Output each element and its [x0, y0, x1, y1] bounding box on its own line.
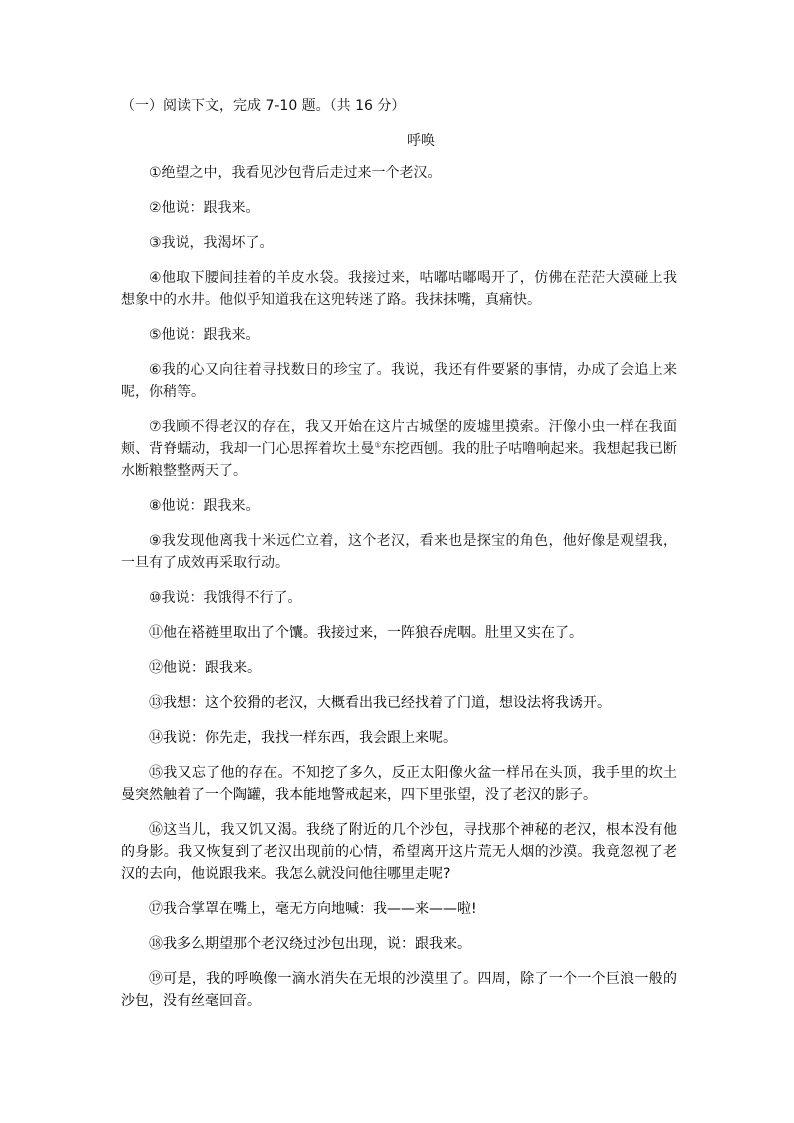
paragraph-7-part-2: 东挖西刨。我的肚子咕噜响起来。我想起我已断水断粮整整两天了。 — [121, 441, 678, 479]
paragraph-8: ⑧他说：跟我来。 — [149, 498, 260, 514]
paragraph-19: ⑲可是，我的呼唤像一滴水消失在无垠的沙漠里了。四周，除了一个一个巨浪一般的沙包，没有丝毫回音。 — [121, 971, 677, 1009]
question-header: （一）阅读下文，完成 7-10 题。（共 16 分） — [121, 98, 406, 114]
paragraph-3: ③我说，我渴坏了。 — [149, 235, 274, 251]
paragraph-7 — [121, 416, 677, 482]
article-title: 呼唤 — [407, 133, 435, 149]
paragraph-10: ⑩我说：我饿得不行了。 — [149, 590, 302, 606]
paragraph-16: ⑯这当儿，我又饥又渴。我绕了附近的几个沙包，寻找那个神秘的老汉，根本没有他的身影。我又恢复到了老汉出现前的心情，希望离开这片荒无人烟的沙漠。我竟忽视了老汉的去向，他说跟我来。我怎么就没问他往哪里走呢? — [121, 822, 677, 882]
footnote-marker: ① — [374, 440, 382, 450]
paragraph-13: ⑬我想：这个狡猾的老汉，大概看出我已经找着了门道，想设法将我诱开。 — [149, 695, 611, 711]
paragraph-1: ①绝望之中，我看见沙包背后走过来一个老汉。 — [149, 165, 442, 181]
paragraph-5: ⑤他说：跟我来。 — [149, 327, 260, 343]
paragraph-6: ⑥我的心又向往着寻找数日的珍宝了。我说，我还有件要紧的事情，办成了会追上来呢，你稍等。 — [121, 362, 677, 400]
paragraph-14: ⑭我说：你先走，我找一样东西，我会跟上来呢。 — [149, 730, 457, 746]
article-body — [121, 162, 677, 1025]
paragraph-9: ⑨我发现他离我十米远伫立着，这个老汉，看来也是探宝的角色，他好像是观望我，一旦有了成效再采取行动。 — [121, 533, 677, 571]
paragraph-17: ⑰我合掌罩在嘴上，毫无方向地喊：我——来——啦! — [149, 901, 477, 917]
paragraph-4: ④他取下腰间挂着的羊皮水袋。我接过来，咕嘟咕嘟喝开了，仿佛在茫茫大漠碰上我想象中的水井。他似乎知道我在这兜转迷了路。我抹抹嘴，真痛快。 — [121, 270, 677, 308]
paragraph-12: ⑫他说：跟我来。 — [149, 660, 261, 676]
paragraph-2: ②他说：跟我来。 — [149, 200, 260, 216]
paragraph-18: ⑱我多么期望那个老汉绕过沙包出现，说：跟我来。 — [149, 936, 471, 952]
paragraph-11: ⑪他在褡裢里取出了个馕。我接过来，一阵狼吞虎咽。肚里又实在了。 — [149, 625, 583, 641]
paragraph-15: ⑮我又忘了他的存在。不知挖了多久，反正太阳像火盆一样吊在头顶，我手里的坎土曼突然触着了一个陶罐，我本能地警戒起来，四下里张望，没了老汉的影子。 — [121, 765, 677, 803]
paragraph-7-part-1: ⑦我顾不得老汉的存在，我又开始在这片古城堡的废墟里摸索。汗像小虫一样在我面颊、背脊蠕动，我却一门心思挥着坎土曼 — [121, 419, 677, 457]
